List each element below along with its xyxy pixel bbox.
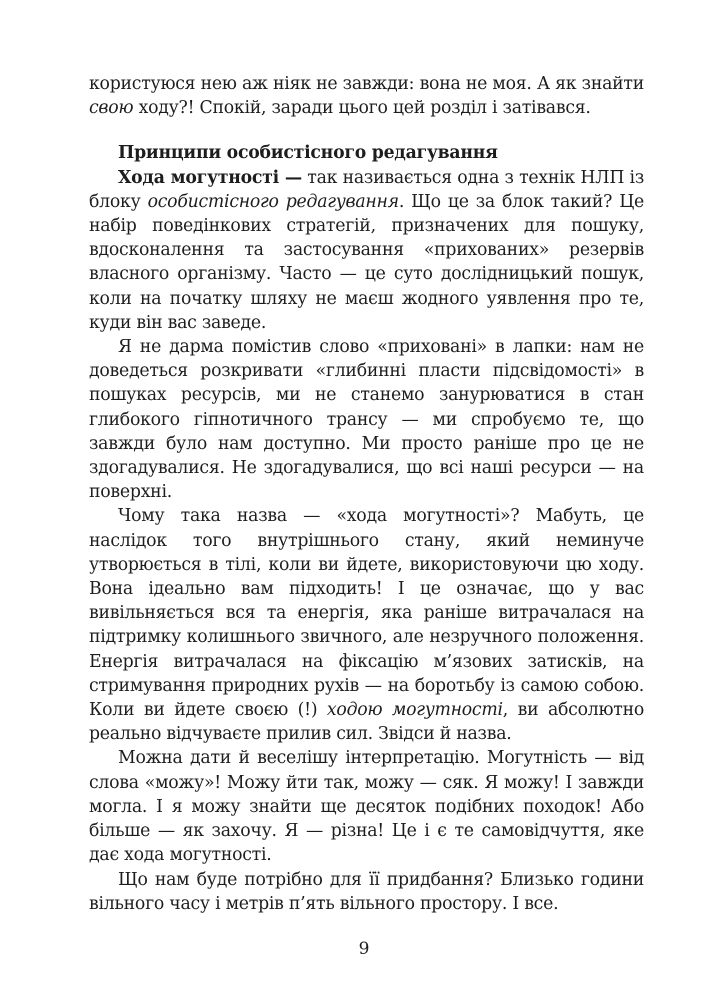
paragraph-5: Що нам буде потрібно для її придбання? Близько години вільного часу і метрів п’ять вільного простору. І все. (89, 869, 644, 914)
page-body (89, 72, 644, 916)
text-run: ходу?! Спокій, заради цього цей розділ і затівався. (133, 98, 591, 119)
paragraph-intro (89, 72, 644, 120)
italic-emphasis: свою (89, 98, 134, 119)
page-number: 9 (358, 939, 370, 959)
section-heading: Принципи особистісного редагування (118, 143, 498, 164)
text-run: Чому така назва — «хода могутності»? Мабуть, це наслідок того внутрішнього стану, який неминуче утворюється в тілі, коли ви йдете, використовуючи цю ходу. Вона ідеально вам підходить! І це означає, що у вас вивільняється вся та енергія, яка раніше витрачалася на підтримку колишнього звичного, але незручного положення. Енергія витрачалася на фіксацію м’язових затисків, на стримування природних рухів — на боротьбу із самою собою. Коли ви йдете своєю (!) (89, 506, 644, 721)
bold-lead: Хода могутності — (118, 167, 302, 188)
text-run: користуюся нею аж ніяк не завжди: вона не моя. А як знайти (89, 74, 644, 94)
text-run: . Що це за блок такий? Це набір поведінкових стратегій, призначених для пошуку, вдосконалення та застосування «прихованих» резервів власного організму. Часто — це суто дослідницький пошук, коли на початку шляху не маєш жодного уявлення про те, куди він вас заведе. (89, 191, 645, 333)
paragraph-4: Можна дати й веселішу інтерпретацію. Могутність — від слова «можу»! Можу йти так, можу — сяк. Я можу! І завжди могла. І я можу знайти ще десяток подібних походок! Або більше — як захочу. Я — різна! Це і є те самовідчуття, яке дає хода могутності. (89, 748, 644, 866)
text-run: , ви абсолютно реально відчуваєте прилив сил. Звідси й назва. (89, 700, 644, 745)
italic-emphasis: ходою могутності (326, 700, 503, 721)
text-run: так називається одна з технік НЛП із блоку (89, 167, 644, 212)
paragraph-3 (89, 504, 644, 746)
paragraph-2: Я не дарма помістив слово «приховані» в лапки: нам не доведеться розкривати «глибинні пласти підсвідомості» в пошуках ресурсів, ми не станемо занурюватися в стан глибокого гіпнотичного трансу — ми спробуємо те, що завжди було нам доступно. Ми просто раніше про це не здогадувалися. Не здогадувалися, що всі наші ресурси — на поверхні. (89, 337, 644, 503)
paragraph-1 (89, 166, 644, 335)
italic-emphasis: особистісного редагування (147, 191, 399, 212)
